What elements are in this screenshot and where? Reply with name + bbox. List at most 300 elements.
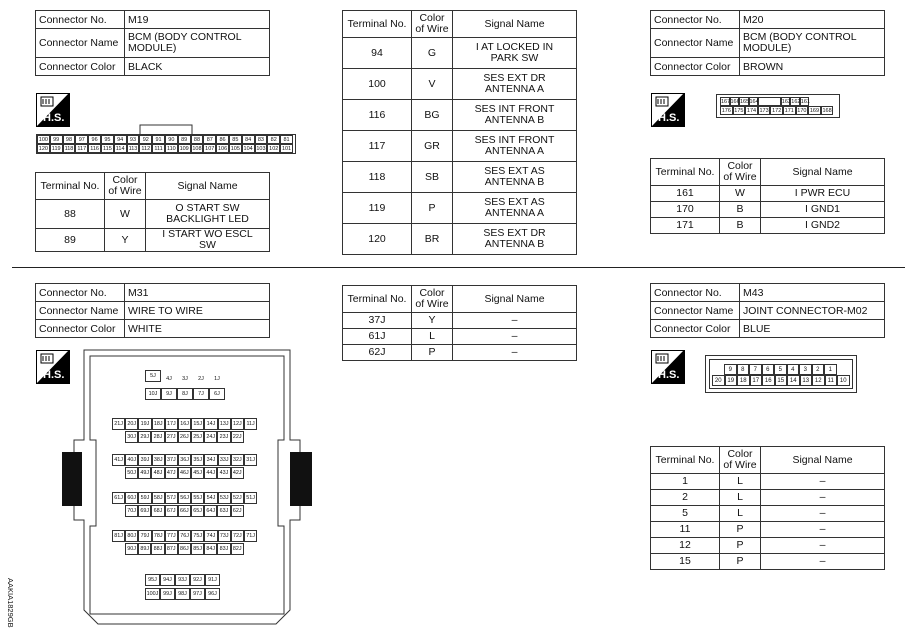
connector-pin: 90 [165,135,178,144]
wire-color-cell: Y [412,313,453,329]
signal-name-cell: – [761,474,885,490]
cavity-cell: 48J [151,467,164,479]
hs-label: H.S. [658,369,680,381]
cavity-cell: 99J [160,588,175,600]
terminal-no-cell: 2 [651,490,720,506]
cavity-cell: 23J [217,431,230,443]
signal-name-cell: SES EXT DR ANTENNA A [453,69,577,100]
signal-name-header: Signal Name [453,286,577,313]
cavity-cell: 70J [125,505,138,517]
terminal-no-cell: 89 [36,229,105,252]
signal-name-cell: – [761,506,885,522]
cavity-cell: 61J [112,492,125,504]
signal-name-header: Signal Name [761,159,885,186]
connector-pin: 14 [787,375,800,386]
terminal-row [343,329,577,345]
cavity-cell: 88J [151,543,164,555]
cavity-cell: 65J [191,505,204,517]
connector-pin: 119 [50,144,63,153]
signal-name-cell: – [453,329,577,345]
connector-pin: 101 [281,146,292,152]
cavity-cell: 36J [178,454,191,466]
connector-pin: 173 [759,108,769,114]
cavity-cell: 30J [125,431,138,443]
m31-connector-face [62,348,312,628]
connector-pin: 1 [824,364,837,375]
cavity-cell: 54J [204,492,217,504]
m43-info-table [650,283,885,338]
cavity-cell: 73J [218,530,231,542]
wire-color-cell: L [720,474,761,490]
terminal-no-header: Terminal No. [651,159,720,186]
connector-pin: 103 [256,146,266,152]
cavity-cell: 98J [175,588,190,600]
terminal-no-cell: 12 [651,538,720,554]
connector-pin: 84 [242,135,255,144]
cavity-cell: 74J [204,530,217,542]
signal-name-cell: I PWR ECU [761,186,885,202]
signal-name-cell: I START WO ESCL SW [146,229,270,252]
connector-pin: 176 [721,108,731,114]
connector-pin: 102 [269,146,279,152]
cavity-cell: 47J [165,467,178,479]
hs-icon [651,350,685,384]
connector-color-value: BLUE [740,320,885,338]
terminal-no-cell: 5 [651,506,720,522]
terminal-row [343,100,577,131]
connector-pin: 92 [139,135,152,144]
connector-pin [758,97,781,106]
connector-color-label: Connector Color [36,58,125,76]
connector-pin: 11 [825,375,838,386]
connector-color-value: BROWN [740,58,885,76]
terminal-no-cell: 1 [651,474,720,490]
connector-name-value: WIRE TO WIRE [125,302,270,320]
wire-color-cell: W [720,186,761,202]
terminal-row [651,554,885,570]
cavity-cell: 14J [204,418,217,430]
cavity-cell: 43J [217,467,230,479]
connector-pin: 86 [216,135,229,144]
signal-name-cell: SES EXT DR ANTENNA B [453,224,577,255]
connector-pin: 98 [63,135,76,144]
connector-pin: 8 [737,364,750,375]
connector-pin: 7 [749,364,762,375]
terminal-no-cell: 120 [343,224,412,255]
cavity-cell: 6J [209,388,225,400]
cavity-cell: 82J [231,543,244,555]
cavity-cell: 7J [193,388,209,400]
connector-pin: 113 [127,144,140,153]
m19-connector-face [36,118,294,162]
terminal-row [343,313,577,329]
cavity-cell: 94J [160,574,175,586]
cavity-cell: 79J [138,530,151,542]
connector-color-label: Connector Color [651,58,740,76]
terminal-row [343,345,577,361]
cavity-cell: 57J [165,492,178,504]
terminal-no-cell: 117 [343,131,412,162]
connector-pin: 15 [775,375,788,386]
connector-pin: 93 [127,135,140,144]
connector-pin: 172 [772,108,782,114]
m20-info-table [650,10,885,76]
cavity-cell: 87J [165,543,178,555]
connector-pin: 170 [797,108,807,114]
cavity-cell: 64J [204,505,217,517]
cavity-cell: 41J [112,454,125,466]
cavity-cell: 58J [152,492,165,504]
cavity-cell: 81J [112,530,125,542]
connector-pin: 17 [750,375,763,386]
connector-pin: 89 [178,135,191,144]
cavity-cell: 92J [190,574,205,586]
connector-no-value: M19 [125,11,270,29]
cavity-cell: 26J [178,431,191,443]
connector-pin: 108 [192,146,202,152]
terminal-no-cell: 119 [343,193,412,224]
wire-color-cell: P [720,554,761,570]
connector-pin: 162 [791,99,801,105]
cavity-cell: 83J [217,543,230,555]
terminal-row [36,200,270,229]
connector-pin: 104 [243,146,253,152]
cavity-cell: 32J [231,454,244,466]
terminal-no-cell: 116 [343,100,412,131]
connector-name-label: Connector Name [651,302,740,320]
signal-name-cell: I GND2 [761,218,885,234]
cavity-cell: 3J [182,376,188,382]
connector-pin: 85 [229,135,242,144]
connector-pin: 168 [822,108,832,114]
cavity-cell: 17J [165,418,178,430]
cavity-cell: 11J [244,418,257,430]
connector-pin: 164 [749,99,759,105]
connector-pin: 97 [75,135,88,144]
wire-color-cell: G [412,38,453,69]
cavity-cell: 45J [191,467,204,479]
cavity-cell: 21J [112,418,125,430]
connector-pin: 111 [152,144,165,153]
cavity-cell: 34J [204,454,217,466]
terminal-no-cell: 11 [651,522,720,538]
wire-color-cell: P [720,538,761,554]
terminal-row [651,218,885,234]
cavity-cell: 59J [138,492,151,504]
cavity-cell: 35J [191,454,204,466]
section-divider [12,267,905,268]
cavity-cell: 20J [125,418,138,430]
signal-name-cell: SES INT FRONT ANTENNA A [453,131,577,162]
wire-color-cell: W [105,200,146,229]
signal-name-header: Signal Name [761,447,885,474]
connector-pin: 169 [809,108,820,114]
connector-pin: 88 [191,135,204,144]
connector-pin: 174 [746,108,757,114]
connector-no-value: M20 [740,11,885,29]
connector-pin: 106 [217,146,228,152]
cavity-cell: 69J [138,505,151,517]
terminal-no-cell: 170 [651,202,720,218]
connector-pin: 5 [774,364,787,375]
signal-name-cell: – [761,490,885,506]
cavity-cell: 1J [214,376,220,382]
cavity-cell: 4J [166,376,172,382]
cavity-cell: 78J [152,530,165,542]
connector-pin: 110 [165,144,178,153]
cavity-cell: 38J [152,454,165,466]
connector-name-label: Connector Name [651,29,740,58]
wire-color-cell: Y [105,229,146,252]
cavity-cell: 19J [138,418,151,430]
connector-pin: 99 [50,135,63,144]
connector-pin: 171 [784,108,794,114]
connector-name-value: BCM (BODY CONTROL MODULE) [740,29,885,58]
terminal-row [36,229,270,252]
cavity-cell: 95J [145,574,160,586]
terminal-no-header: Terminal No. [343,286,412,313]
signal-name-cell: SES EXT AS ANTENNA A [453,193,577,224]
connector-pin: 116 [88,144,101,153]
signal-name-cell: – [761,538,885,554]
cavity-cell: 27J [165,431,178,443]
terminal-row [651,522,885,538]
wire-color-cell: P [412,193,453,224]
cavity-cell: 8J [177,388,193,400]
connector-no-value: M43 [740,284,885,302]
cavity-cell: 5J [145,370,161,382]
connector-pin: 165 [740,99,750,105]
connector-name-label: Connector Name [36,29,125,58]
cavity-cell: 93J [175,574,190,586]
terminal-row [651,186,885,202]
wire-color-cell: SB [412,162,453,193]
connector-pin: 95 [101,135,114,144]
cavity-cell: 77J [165,530,178,542]
cavity-cell: 62J [231,505,244,517]
side-code-label: AAKIA1829GB [6,578,15,628]
cavity-cell: 86J [178,543,191,555]
signal-name-cell: – [761,554,885,570]
cavity-cell: 66J [178,505,191,517]
cavity-cell: 97J [190,588,205,600]
terminal-row [651,538,885,554]
signal-name-header: Signal Name [146,173,270,200]
cavity-cell: 9J [161,388,177,400]
cavity-cell: 76J [178,530,191,542]
terminal-row [651,202,885,218]
cavity-cell: 96J [205,588,220,600]
connector-pin: 18 [737,375,750,386]
cavity-cell: 10J [145,388,161,400]
terminal-no-cell: 161 [651,186,720,202]
cavity-cell: 52J [231,492,244,504]
connector-pin: 91 [152,135,165,144]
cavity-cell: 40J [125,454,138,466]
signal-name-cell: SES INT FRONT ANTENNA B [453,100,577,131]
cavity-cell: 55J [191,492,204,504]
cavity-cell: 100J [145,588,160,600]
connector-pin: 166 [730,99,740,105]
connector-pin: 10 [837,375,850,386]
terminal-no-cell: 61J [343,329,412,345]
terminal-row [651,506,885,522]
terminal-no-header: Terminal No. [651,447,720,474]
connector-pin: 115 [101,144,114,153]
connector-pin: 118 [63,144,76,153]
cavity-cell: 29J [138,431,151,443]
connector-color-value: BLACK [125,58,270,76]
terminal-no-header: Terminal No. [36,173,105,200]
terminal-no-cell: 94 [343,38,412,69]
connector-pin: 105 [230,146,240,152]
cavity-cell: 68J [151,505,164,517]
cavity-cell: 72J [231,530,244,542]
signal-name-cell: I GND1 [761,202,885,218]
cavity-cell: 85J [191,543,204,555]
wire-color-cell: L [720,506,761,522]
terminal-no-cell: 62J [343,345,412,361]
connector-pin: 120 [38,146,48,152]
cavity-cell: 13J [218,418,231,430]
connector-no-value: M31 [125,284,270,302]
wire-color-cell: L [412,329,453,345]
m20-terminal-table [650,158,885,234]
connector-color-label: Connector Color [651,320,740,338]
connector-pin: 117 [75,144,88,153]
signal-name-cell: SES EXT AS ANTENNA B [453,162,577,193]
terminal-row [343,131,577,162]
cavity-cell: 60J [125,492,138,504]
connector-pin: 114 [114,144,127,153]
cavity-cell: 28J [151,431,164,443]
m31-info-table [35,283,270,338]
terminal-row [651,474,885,490]
cavity-cell: 25J [191,431,204,443]
connector-pin: 100 [38,137,48,143]
connector-pin: 9 [724,364,737,375]
connector-pin: 3 [799,364,812,375]
connector-name-value: JOINT CONNECTOR-M02 [740,302,885,320]
cavity-cell: 31J [244,454,257,466]
connector-pin: 4 [787,364,800,375]
m19-info-table [35,10,270,76]
cavity-cell: 42J [231,467,244,479]
connector-pin: 6 [762,364,775,375]
wire-color-cell: BR [412,224,453,255]
connector-pin: 81 [280,135,293,144]
connector-pin: 94 [114,135,127,144]
connector-pin: 163 [781,99,791,105]
connector-color-value: WHITE [125,320,270,338]
connector-no-label: Connector No. [651,284,740,302]
connector-pin: 19 [725,375,738,386]
m20-connector-face [716,94,840,118]
wire-color-header: Color of Wire [412,11,453,38]
terminal-row [343,224,577,255]
wire-color-header: Color of Wire [720,159,761,186]
cavity-cell: 49J [138,467,151,479]
terminal-row [343,38,577,69]
cavity-cell: 39J [138,454,151,466]
cavity-cell: 84J [204,543,217,555]
cavity-cell: 24J [204,431,217,443]
wire-color-header: Color of Wire [105,173,146,200]
cavity-cell: 12J [231,418,244,430]
connector-no-label: Connector No. [36,11,125,29]
wire-color-cell: P [720,522,761,538]
terminal-no-cell: 100 [343,69,412,100]
connector-pin: 112 [139,144,152,153]
terminal-no-header: Terminal No. [343,11,412,38]
m19b-terminal-table [342,10,577,255]
cavity-cell: 15J [191,418,204,430]
cavity-cell: 50J [125,467,138,479]
cavity-cell: 46J [178,467,191,479]
terminal-no-cell: 37J [343,313,412,329]
signal-name-cell: – [761,522,885,538]
connector-pin: 161 [800,99,810,105]
connector-pin: 109 [179,146,189,152]
cavity-cell: 63J [217,505,230,517]
cavity-cell: 80J [125,530,138,542]
terminal-no-cell: 88 [36,200,105,229]
connector-name-label: Connector Name [36,302,125,320]
cavity-cell: 37J [165,454,178,466]
m43-connector-face [705,355,857,393]
terminal-no-cell: 171 [651,218,720,234]
cavity-cell: 56J [178,492,191,504]
connector-pin: 16 [762,375,775,386]
connector-pin: 96 [88,135,101,144]
signal-name-cell: – [453,345,577,361]
terminal-row [343,162,577,193]
cavity-cell: 90J [125,543,138,555]
signal-name-header: Signal Name [453,11,577,38]
connector-pin: 175 [734,108,744,114]
connector-pin: 20 [712,375,725,386]
signal-name-cell: – [453,313,577,329]
cavity-cell: 53J [218,492,231,504]
m43-terminal-table [650,446,885,570]
signal-name-cell: I AT LOCKED IN PARK SW [453,38,577,69]
connector-pin: 87 [203,135,216,144]
cavity-cell: 51J [244,492,257,504]
cavity-cell: 91J [205,574,220,586]
wire-color-cell: B [720,218,761,234]
connector-pin: 2 [812,364,825,375]
connector-color-label: Connector Color [36,320,125,338]
cavity-cell: 67J [165,505,178,517]
wire-color-header: Color of Wire [412,286,453,313]
connector-pin: 12 [812,375,825,386]
m31-terminal-table [342,285,577,361]
terminal-no-cell: 15 [651,554,720,570]
connector-pin: 167 [721,99,731,105]
cavity-cell: 18J [152,418,165,430]
wire-color-cell: GR [412,131,453,162]
cavity-cell: 71J [244,530,257,542]
signal-name-cell: O START SW BACKLIGHT LED [146,200,270,229]
connector-pin: 13 [800,375,813,386]
wire-color-header: Color of Wire [720,447,761,474]
wire-color-cell: B [720,202,761,218]
wire-color-cell: P [412,345,453,361]
terminal-row [343,69,577,100]
connector-pin: 82 [267,135,280,144]
terminal-no-cell: 118 [343,162,412,193]
hs-label: H.S. [43,112,65,124]
